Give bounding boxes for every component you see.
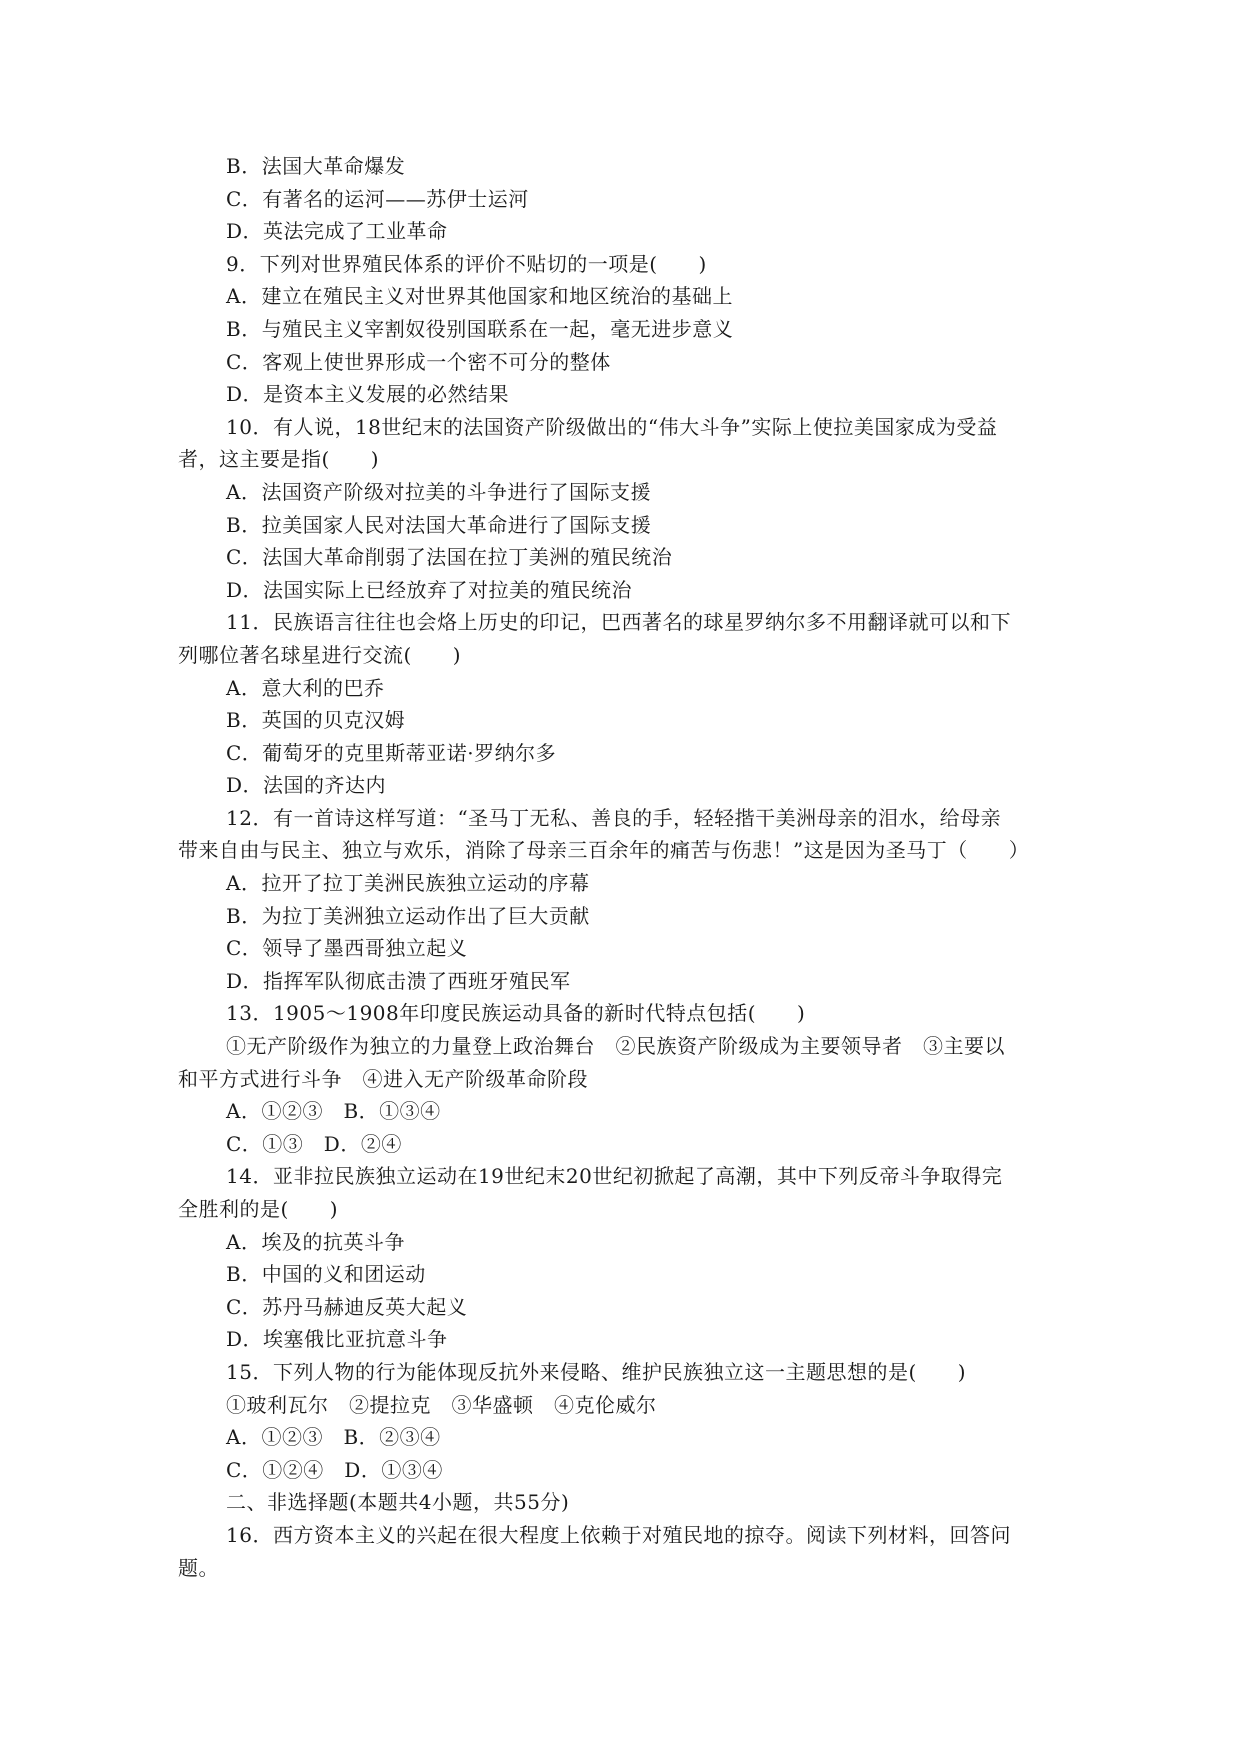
text-line: 带来自由与民主、独立与欢乐，消除了母亲三百余年的痛苦与伤悲！”这是因为圣马丁（ ） [178,838,1030,863]
text-line: B．与殖民主义宰割奴役别国联系在一起，毫无进步意义 [226,316,734,341]
text-line: D．指挥军队彻底击溃了西班牙殖民军 [226,968,571,993]
text-line: 列哪位著名球星进行交流( ) [178,642,462,667]
text-line: A．意大利的巴乔 [226,675,385,700]
text-line: B．法国大革命爆发 [226,154,406,178]
text-line: 10．有人说，18世纪末的法国资产阶级做出的“伟大斗争”实际上使拉美国家成为受益 [226,414,998,439]
text-line: A．拉开了拉丁美洲民族独立运动的序幕 [226,871,590,896]
text-line: D．法国实际上已经放弃了对拉美的殖民统治 [226,577,633,602]
text-line: 14．亚非拉民族独立运动在19世纪末20世纪初掀起了高潮，其中下列反帝斗争取得完 [226,1164,1003,1189]
text-line: C．法国大革命削弱了法国在拉丁美洲的殖民统治 [226,545,673,570]
document-page [178,150,1078,1584]
text-line: 和平方式进行斗争 ④进入无产阶级革命阶段 [178,1066,588,1091]
text-line: 15．下列人物的行为能体现反抗外来侵略、维护民族独立这一主题思想的是( ) [226,1359,967,1384]
text-line: C．苏丹马赫迪反英大起义 [226,1294,468,1319]
text-line: A．①②③ B．①③④ [226,1099,441,1124]
text-line: 题。 [178,1555,219,1580]
text-line: 11．民族语言往往也会烙上历史的印记，巴西著名的球星罗纳尔多不用翻译就可以和下 [226,610,1011,635]
text-line: C．①③ D．②④ [226,1131,402,1156]
text-line: A．法国资产阶级对拉美的斗争进行了国际支援 [226,479,651,504]
text-line: B．中国的义和团运动 [226,1262,426,1287]
text-line: 16．西方资本主义的兴起在很大程度上依赖于对殖民地的掠夺。阅读下列材料，回答问 [226,1522,1011,1547]
text-line: C．客观上使世界形成一个密不可分的整体 [226,349,611,374]
text-line: C．①②④ D．①③④ [226,1457,443,1482]
text-line: D．英法完成了工业革命 [226,219,448,244]
text-line: 者，这主要是指( ) [178,447,380,472]
text-line: ①玻利瓦尔 ②提拉克 ③华盛顿 ④克伦威尔 [226,1392,657,1417]
text-line: B．拉美国家人民对法国大革命进行了国际支援 [226,512,652,537]
text-line: 9．下列对世界殖民体系的评价不贴切的一项是( ) [226,251,707,276]
text-line: 二、非选择题(本题共4小题，共55分) [226,1490,570,1515]
text-line: D．埃塞俄比亚抗意斗争 [226,1327,448,1352]
text-line: 全胜利的是( ) [178,1197,339,1221]
text-line: C．有著名的运河——苏伊士运河 [226,186,529,211]
text-line: D．法国的齐达内 [226,773,387,798]
text-line: C．领导了墨西哥独立起义 [226,936,468,961]
text-line: B．英国的贝克汉姆 [226,708,406,733]
text-line: ①无产阶级作为独立的力量登上政治舞台 ②民族资产阶级成为主要领导者 ③主要以 [226,1034,1005,1059]
text-line: 12．有一首诗这样写道：“圣马丁无私、善良的手，轻轻揩干美洲母亲的泪水，给母亲 [226,805,1002,830]
text-line: C．葡萄牙的克里斯蒂亚诺·罗纳尔多 [226,740,557,765]
text-line: A．建立在殖民主义对世界其他国家和地区统治的基础上 [226,284,733,309]
text-line: A．①②③ B．②③④ [226,1425,441,1450]
text-line: 13．1905～1908年印度民族运动具备的新时代特点包括( ) [226,1001,806,1026]
text-line: B．为拉丁美洲独立运动作出了巨大贡献 [226,903,590,928]
text-line: A．埃及的抗英斗争 [226,1229,405,1254]
text-line: D．是资本主义发展的必然结果 [226,382,510,407]
